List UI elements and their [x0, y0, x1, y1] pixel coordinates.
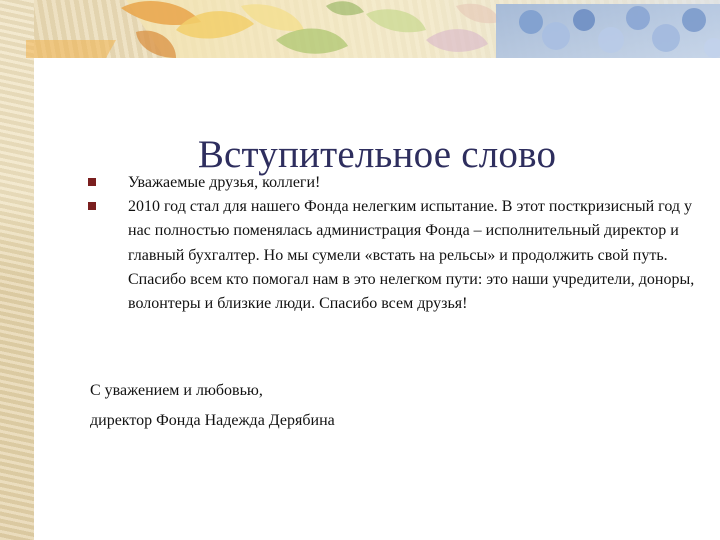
square-bullet-icon: [88, 202, 96, 210]
bullet-list: [88, 171, 698, 316]
bullet-item-greeting: [88, 171, 698, 195]
square-bullet-icon: [88, 178, 96, 186]
signature-line-regards: С уважением и любовью,: [90, 382, 263, 399]
bullet-text: 2010 год стал для нашего Фонда нелегким испытание. В этот посткризисный год у нас полностью поменялась администрация Фонда – исполнительный директор и главный бухгалтер. Но мы сумели «встать на рельсы» и продолжить свой путь. Спасибо всем кто помогал нам в это нелегком пути: это наши учредители, доноры, волонтеры и близкие люди. Спасибо всем друзья!: [128, 198, 695, 313]
signature-block: [90, 376, 690, 436]
signature-line-author: директор Фонда Надежда Дерябина: [90, 412, 335, 429]
bullet-text: Уважаемые друзья, коллеги!: [128, 174, 321, 191]
bullet-item-body: [88, 195, 698, 316]
slide-title: Вступительное слово: [197, 133, 557, 177]
